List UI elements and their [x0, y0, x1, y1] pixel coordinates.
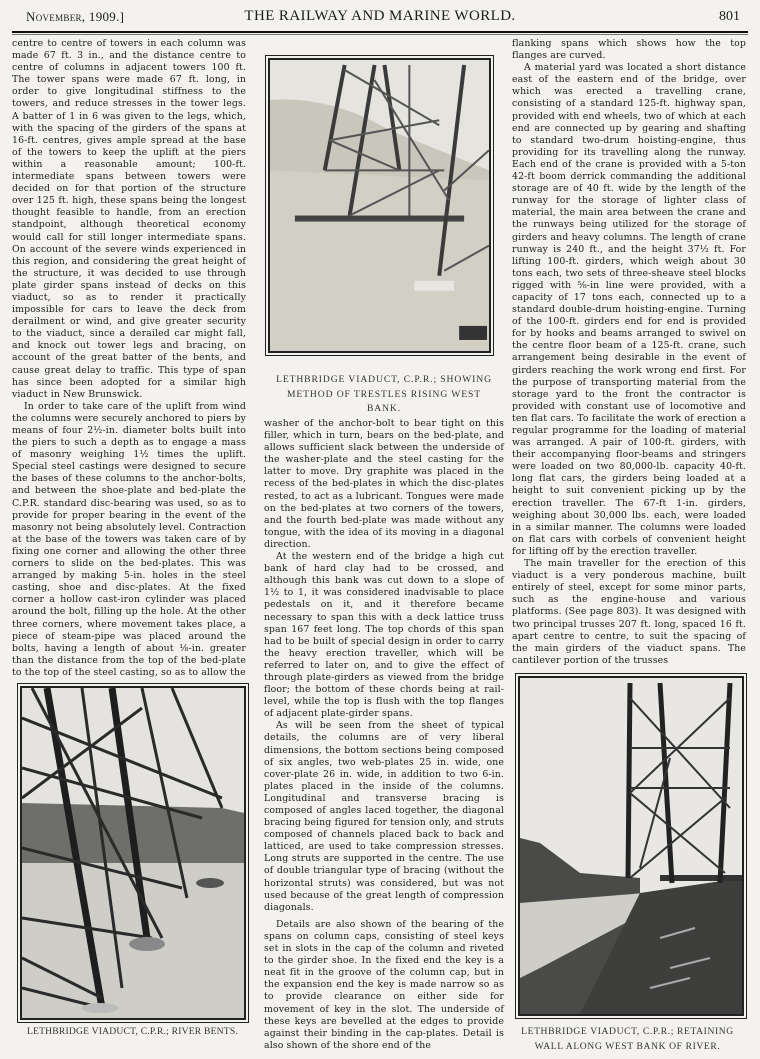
paragraph: At the western end of the bridge a high cut bank of hard clay had to be crossed, and although this bank was cut down to a slope of 1½ to 1, it was considered inadvisable to place pedestals on it, and it therefore became necessary to span this with a deck lattice truss span 167 feet long. The top chords of this span had to be built of special design in order to carry the heavy erection traveller, which will be referred to later on, and to give the effect of through plate-girders as viewed from the bridge floor; the bottom of these chords being at rail-level, while the top is flush with the top flanges of adjacent plate-girder spans. — [264, 551, 504, 720]
caption-line: BANK. — [366, 403, 402, 415]
text-column-3 — [512, 38, 746, 667]
paragraph: flanking spans which shows how the top flanges are curved. — [512, 38, 746, 62]
text-column-1 — [12, 38, 246, 679]
caption-line: LETHBRIDGE VIADUCT, C.P.R.; RETAINING — [521, 1026, 734, 1037]
header-rule — [12, 31, 748, 33]
figure-caption — [264, 373, 504, 417]
figure-caption — [10, 1025, 255, 1040]
publication-title: THE RAILWAY AND MARINE WORLD. — [244, 8, 516, 24]
caption-line: METHOD OF TRESTLES RISING WEST — [286, 388, 481, 400]
photo-retaining-wall-icon — [520, 678, 742, 1014]
paragraph: centre to centre of towers in each column was made 67 ft. 3 in., and the distance centre to centre of columns in adjacent towers 100 ft. The tower spans were made 67 ft. long, in order to give longitudinal stiffness to the towers, and reduce stresses in the tower legs. A batter of 1 in 6 was given to the legs, which, with the spacing of the girders of the spans at 16-ft. centres, gives ample spread at the base of the towers to keep the uplift at the piers within a reasonable amount; 100-ft. intermediate spans between towers were decided on for that portion of the structure over 125 ft. high, these spans being the longest thought feasible to handle, from an erection standpoint, although theoretical economy would call for still longer intermediate spans. On account of the severe winds experienced in this region, and considering the great height of the structure, it was decided to use through plate girder spans instead of decks on this viaduct, so as to render it practically impossible for cars to leave the deck from derailment or wind, and give greater security to the viaduct, since a derailed car might fall, and knock out tower legs and bracing, on account of the great batter of the bents, and cause great delay to traffic. This type of span has since been adopted for a similar high viaduct in New Brunswick. — [12, 38, 246, 400]
caption-line: LETHBRIDGE VIADUCT, C.P.R.; SHOWING — [276, 374, 492, 385]
figure-caption — [505, 1025, 750, 1054]
paragraph: The main traveller for the erection of this viaduct is a very ponderous machine, built entirely of steel, except for some minor parts, such as the engine-house and various platforms. (See page 803). It was designed with two principal trusses 207 ft. long, spaced 16 ft. apart centre to centre, to suit the spacing of the main girders of the viaduct spans. The cantilever portion of the trusses — [512, 558, 746, 666]
paragraph: A material yard was located a short distance east of the eastern end of the bridge, over which was erected a travelling crane, consisting of a standard 125-ft. highway span, provided with end wheels, two of which at each end are connected up by gearing and shafting to standard two-drum hoisting-engine, thus providing for its travelling along the runway. Each end of the crane is provided with a 5-ton 42-ft boom derrick commanding the additional storage are of 40 ft. wide by the length of the runway for the storage of lighter class of material, the main area between the crane and the runways being utilized for the storage of girders and heavy columns. The length of crane runway is 240 ft., and the height 37½ ft. For lifting 100-ft. girders, which weigh about 30 tons each, two sets of three-sheave steel blocks rigged with ⅝-in line were provided, with a capacity of 17 tons each, connected up to a standard double-drum hoisting-engine. Turning of the 100-ft. girders end for end is provided for by hooks and beams arranged to swivel on the centre floor beam of a 125-ft. crane, such arrangement being desirable in the event of girders reaching the work wrong end first. For the purpose of transporting material from the storage yard to the front the contractor is provided with constant use of locomotive and ten flat cars. To facilitate the work of erection a regular programme for the loading of material was arranged. A pair of 100-ft. girders, with their accompanying floor-beams and stringers were loaded on two 80,000-lb. capacity 40-ft. long flat cars, the girders being loaded at a height to suit convenient picking up by the erection traveller. The 67-ft 1-in. girders, weighing about 30,000 lbs. each, were loaded in a similar manner. The columns were loaded on flat cars with corbels of convenient height for lifting off by the erection traveller. — [512, 62, 746, 557]
paragraph: washer of the anchor-bolt to bear tight on this filler, which in turn, bears on the bed-plate, and allows sufficient slack between the underside of the washer-plate and the steel casting for the latter to move. Dry graphite was placed in the recess of the bed-plates in which the disc-plates rested, to act as a lubricant. Tongues were made on the bed-plates at two corners of the towers, and the fourth bed-plate was made without any tongue, with the idea of its moving in a diagonal direction. — [264, 418, 504, 550]
page-number: 801 — [719, 9, 740, 24]
photo-trestle-tower-icon — [270, 60, 489, 351]
caption-line: WALL ALONG WEST BANK OF RIVER. — [534, 1040, 721, 1052]
photo-retaining-wall — [518, 676, 744, 1016]
photo-river-bents — [20, 686, 246, 1020]
caption-line: LETHBRIDGE VIADUCT, C.P.R.; RIVER BENTS. — [27, 1026, 238, 1037]
paragraph: In order to take care of the uplift from wind the columns were securely anchored to piers by means of four 2½-in. diameter bolts built into the piers to such a depth as to engage a mass of masonry weighing 1½ times the uplift. Special steel castings were designed to secure the bases of these columns to the anchor-bolts, and between the shoe-plate and bed-plate the C.P.R. standard disc-bearing was used, so as to provide for proper bearing in the event of the masonry not being absolutely level. Contraction at the base of the towers was taken care of by fixing one corner and allowing the other three corners to slide on the bed-plates. This was arranged by making 5-in. holes in the steel casting, shoe and disc-plates. At the fixed corner a hollow cast-iron cylinder was placed around the bolt, filling up the hole. At the other three corners, where movement takes place, a piece of steam-pipe was placed around the bolts, having a length of about ⅛-in. greater than the distance from the top of the bed-plate to the top of the steel casting, so as to allow the — [12, 400, 246, 678]
issue-date: November, 1909.] — [26, 9, 125, 24]
page-header — [16, 8, 744, 24]
paragraph: As will be seen from the sheet of typical details, the columns are of very liberal dimensions, the bottom sections being composed of six angles, two web-plates 25 in. wide, one cover-plate 26 in. wide, in addition to two 6-in. plates placed in the inside of the columns. Longitudinal and transverse bracing is composed of angles laced together, the diagonal bracing being figured for tension only, and struts composed of channels placed back to back and latticed, are used to take compression stresses. Long struts are supported in the centre. The use of double triangular type of bracing (without the horizontal struts) was considered, but was not used because of the great length of compression diagonals. — [264, 720, 504, 913]
paragraph: Details are also shown of the bearing of the spans on column caps, consisting of steel keys set in slots in the cap of the column and riveted to the girder shoe. In the fixed end the key is a neat fit in the groove of the column cap, but in the expansion end the key is made narrow so as to provide clearance on either side for movement of key in the slot. The underside of these keys are bevelled at the edges to provide against their binding in the cap-plates. Detail is also shown of the shore end of the — [264, 918, 504, 1051]
text-column-2 — [264, 418, 504, 1052]
photo-river-bents-icon — [22, 688, 244, 1018]
photo-trestles-west-bank — [268, 58, 491, 353]
header-rule-thin — [12, 34, 748, 35]
